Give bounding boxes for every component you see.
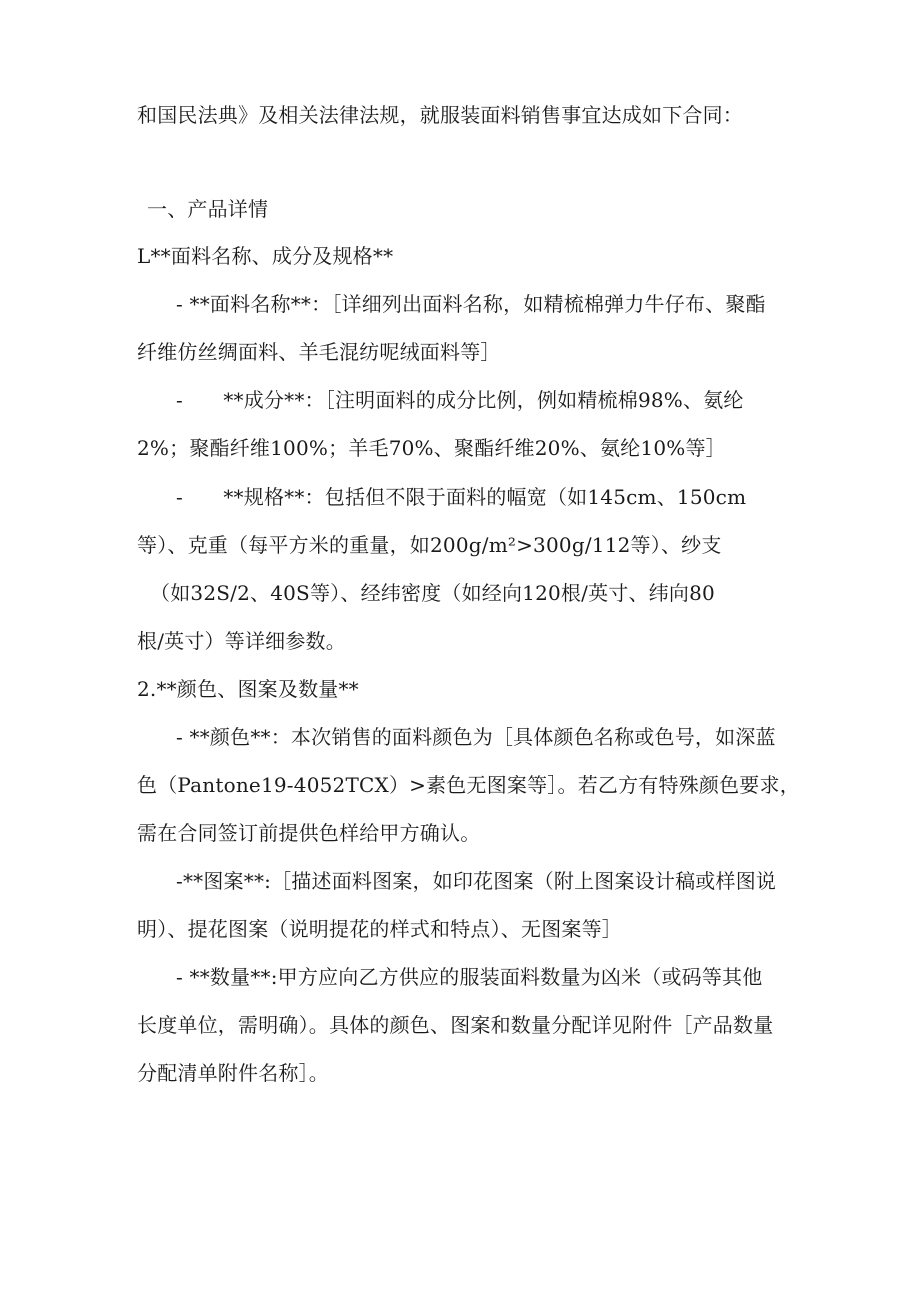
text-line-specification-cont-2: （如32S/2、40S等）、经纬密度（如经向120根/英寸、纬向80 [150,581,715,605]
text-line-quantity-cont-2: 分配清单附件名称］。 [137,1061,329,1085]
text-line-quantity: - **数量**:甲方应向乙方供应的服装面料数量为凶米（或码等其他 [176,965,763,989]
text-line-quantity-cont-1: 长度单位，需明确）。具体的颜色、图案和数量分配详见附件［产品数量 [137,1013,774,1037]
text-line-fabric-name-cont: 纤维仿丝绸面料、羊毛混纺呢绒面料等］ [137,340,501,364]
text-line-intro: 和国民法典》及相关法律法规，就服装面料销售事宜达成如下合同： [137,103,743,127]
text-line-composition-cont: 2%；聚酯纤维100%；羊毛70%、聚酯纤维20%、氨纶10%等］ [137,436,726,460]
section-heading-product-details: 一、产品详情 [147,197,269,221]
text-line-specification-cont-3: 根/英寸）等详细参数。 [137,629,346,653]
text-line-fabric-name: - **面料名称**：［详细列出面料名称，如精梳棉弹力牛仔布、聚酯 [176,292,766,316]
text-line-specification: - **规格**：包括但不限于面料的幅宽（如145cm、150cm [176,485,747,509]
text-line-specification-cont-1: 等）、克重（每平方米的重量，如200g∕m²>300g∕112等）、纱支 [137,533,722,557]
text-line-color-cont-1: 色（Pantone19-4052TCX）>素色无图案等］。若乙方有特殊颜色要求， [137,773,800,797]
subheading-color-pattern-quantity: 2.**颜色、图案及数量** [137,677,359,701]
text-line-pattern-cont: 明）、提花图案（说明提花的样式和特点）、无图案等］ [137,917,622,941]
subheading-fabric-name-composition-spec: L**面料名称、成分及规格** [137,244,394,268]
text-line-pattern: -**图案**:［描述面料图案，如印花图案（附上图案设计稿或样图说 [176,869,777,893]
text-line-color: - **颜色**：本次销售的面料颜色为［具体颜色名称或色号，如深蓝 [176,725,776,749]
text-line-color-cont-2: 需在合同签订前提供色样给甲方确认。 [137,821,481,845]
text-line-composition: - **成分**：［注明面料的成分比例，例如精梳棉98%、氨纶 [176,388,744,412]
